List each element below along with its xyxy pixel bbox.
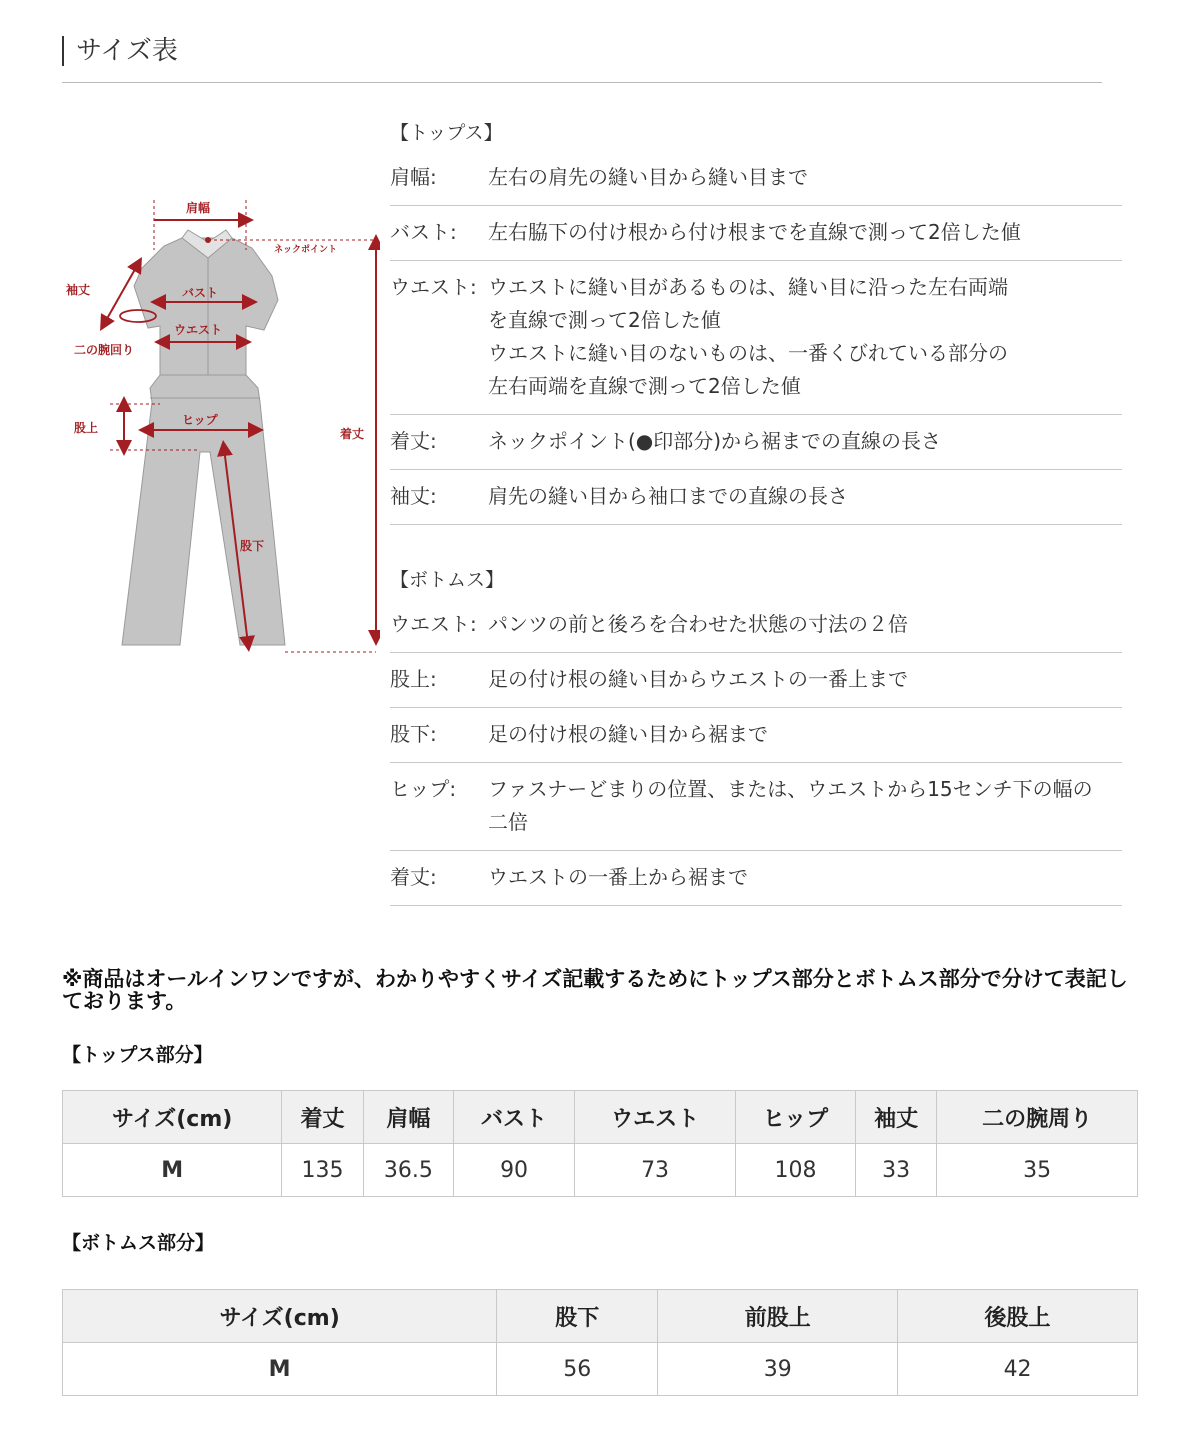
label-shoulder: 肩幅 <box>186 201 211 215</box>
definition-line: 二倍 <box>488 810 528 834</box>
label-sleeve: 袖丈 <box>66 283 91 297</box>
table-header-row <box>63 1290 1138 1343</box>
definition-text <box>488 773 1122 839</box>
definition-text <box>488 663 1122 696</box>
measurement-cell: 35 <box>937 1144 1138 1197</box>
definition-text <box>488 608 1122 641</box>
bottoms-definition-row <box>390 653 1122 708</box>
table-header-cell: 着丈 <box>282 1091 363 1144</box>
definition-term: 着丈: <box>390 429 437 453</box>
table-header-cell: バスト <box>454 1091 575 1144</box>
tops-definition-list <box>390 151 1122 525</box>
label-length: 着丈 <box>340 427 365 441</box>
measurement-diagram <box>60 190 380 660</box>
tops-definition-row <box>390 415 1122 470</box>
definition-term: 袖丈: <box>390 484 437 508</box>
definition-term: ウエスト: <box>390 612 477 636</box>
table-header-cell: 後股上 <box>898 1290 1138 1343</box>
bottoms-definition-row <box>390 763 1122 851</box>
neck-point-dot <box>205 237 211 243</box>
table-header-cell: 股下 <box>497 1290 658 1343</box>
allinone-notice: ※商品はオールインワンですが、わかりやすくサイズ記載するためにトップス部分とボトムス部分で分けて表記しております。 <box>62 967 1128 1013</box>
definition-term: ウエスト: <box>390 275 477 299</box>
definition-line: パンツの前と後ろを合わせた状態の寸法の２倍 <box>488 612 908 636</box>
table-header-row <box>63 1091 1138 1144</box>
definition-line: 足の付け根の縫い目からウエストの一番上まで <box>488 667 908 691</box>
label-inseam: 股下 <box>240 539 265 553</box>
bottoms-definition-list <box>390 598 1122 906</box>
table-header-cell: 二の腕周り <box>937 1091 1138 1144</box>
title-divider <box>62 82 1102 83</box>
measurement-cell: 56 <box>497 1343 658 1396</box>
measurement-cell: 73 <box>575 1144 736 1197</box>
label-hip: ヒップ <box>182 413 218 427</box>
measurement-cell: 90 <box>454 1144 575 1197</box>
bottoms-table-label: 【ボトムス部分】 <box>62 1232 215 1254</box>
definition-term: 肩幅: <box>390 165 437 189</box>
label-bust: バスト <box>182 286 219 300</box>
definition-term: 股下: <box>390 722 437 746</box>
definition-line: ウエストに縫い目があるものは、縫い目に沿った左右両端 <box>488 275 1008 299</box>
definition-term: 着丈: <box>390 865 437 889</box>
measurement-cell: 39 <box>658 1343 898 1396</box>
measurement-cell: 33 <box>855 1144 936 1197</box>
measurement-definitions <box>390 112 1122 906</box>
definition-text <box>488 480 1122 513</box>
definition-line: ファスナーどまりの位置、または、ウエストから15センチ下の幅の <box>488 777 1093 801</box>
label-rise: 股上 <box>74 421 99 435</box>
table-header-cell: 袖丈 <box>855 1091 936 1144</box>
table-header-cell: サイズ(cm) <box>63 1290 497 1343</box>
table-header-cell: ヒップ <box>736 1091 856 1144</box>
definition-term: 股上: <box>390 667 437 691</box>
measurement-cell: 135 <box>282 1144 363 1197</box>
definition-line: 足の付け根の縫い目から裾まで <box>488 722 768 746</box>
measurement-cell: 108 <box>736 1144 856 1197</box>
table-row <box>63 1144 1138 1197</box>
table-header-cell: 前股上 <box>658 1290 898 1343</box>
definition-line: ウエストの一番上から裾まで <box>488 865 748 889</box>
bottoms-size-table <box>62 1289 1138 1396</box>
definition-text <box>488 718 1122 751</box>
label-waist: ウエスト <box>174 323 223 337</box>
definition-line: 左右脇下の付け根から付け根までを直線で測って2倍した値 <box>488 220 1021 244</box>
table-header-cell: 肩幅 <box>363 1091 453 1144</box>
size-cell: M <box>63 1343 497 1396</box>
garment-illustration <box>60 190 380 660</box>
definition-line: 左右の肩先の縫い目から縫い目まで <box>488 165 808 189</box>
table-header-cell: サイズ(cm) <box>63 1091 282 1144</box>
tops-table-label: 【トップス部分】 <box>62 1044 213 1066</box>
bottoms-heading: 【ボトムス】 <box>390 569 505 591</box>
definition-line: ネックポイント(●印部分)から裾までの直線の長さ <box>488 429 942 453</box>
bottoms-definition-row <box>390 708 1122 763</box>
table-header-cell: ウエスト <box>575 1091 736 1144</box>
definition-text <box>488 861 1122 894</box>
definition-term: バスト: <box>390 220 457 244</box>
size-cell: M <box>63 1144 282 1197</box>
definition-line: 左右両端を直線で測って2倍した値 <box>488 374 801 398</box>
tops-heading: 【トップス】 <box>390 122 503 144</box>
definition-line: ウエストに縫い目のないものは、一番くびれている部分の <box>488 341 1008 365</box>
tops-size-table <box>62 1090 1138 1197</box>
tops-definition-row <box>390 470 1122 525</box>
definition-text <box>488 271 1122 403</box>
page-title: サイズ表 <box>62 36 178 66</box>
table-row <box>63 1343 1138 1396</box>
definition-text <box>488 216 1122 249</box>
measurement-cell: 42 <box>898 1343 1138 1396</box>
bottoms-definition-row <box>390 851 1122 906</box>
definition-text <box>488 161 1122 194</box>
definition-line: を直線で測って2倍した値 <box>488 308 721 332</box>
tops-definition-row <box>390 206 1122 261</box>
definition-line: 肩先の縫い目から袖口までの直線の長さ <box>488 484 848 508</box>
tops-definition-row <box>390 151 1122 206</box>
measurement-cell: 36.5 <box>363 1144 453 1197</box>
bottoms-definition-row <box>390 598 1122 653</box>
tops-definition-row <box>390 261 1122 415</box>
label-neck-point: ネックポイント <box>274 245 338 255</box>
definition-text <box>488 425 1122 458</box>
label-upper-arm: 二の腕回り <box>74 343 135 357</box>
definition-term: ヒップ: <box>390 777 457 801</box>
